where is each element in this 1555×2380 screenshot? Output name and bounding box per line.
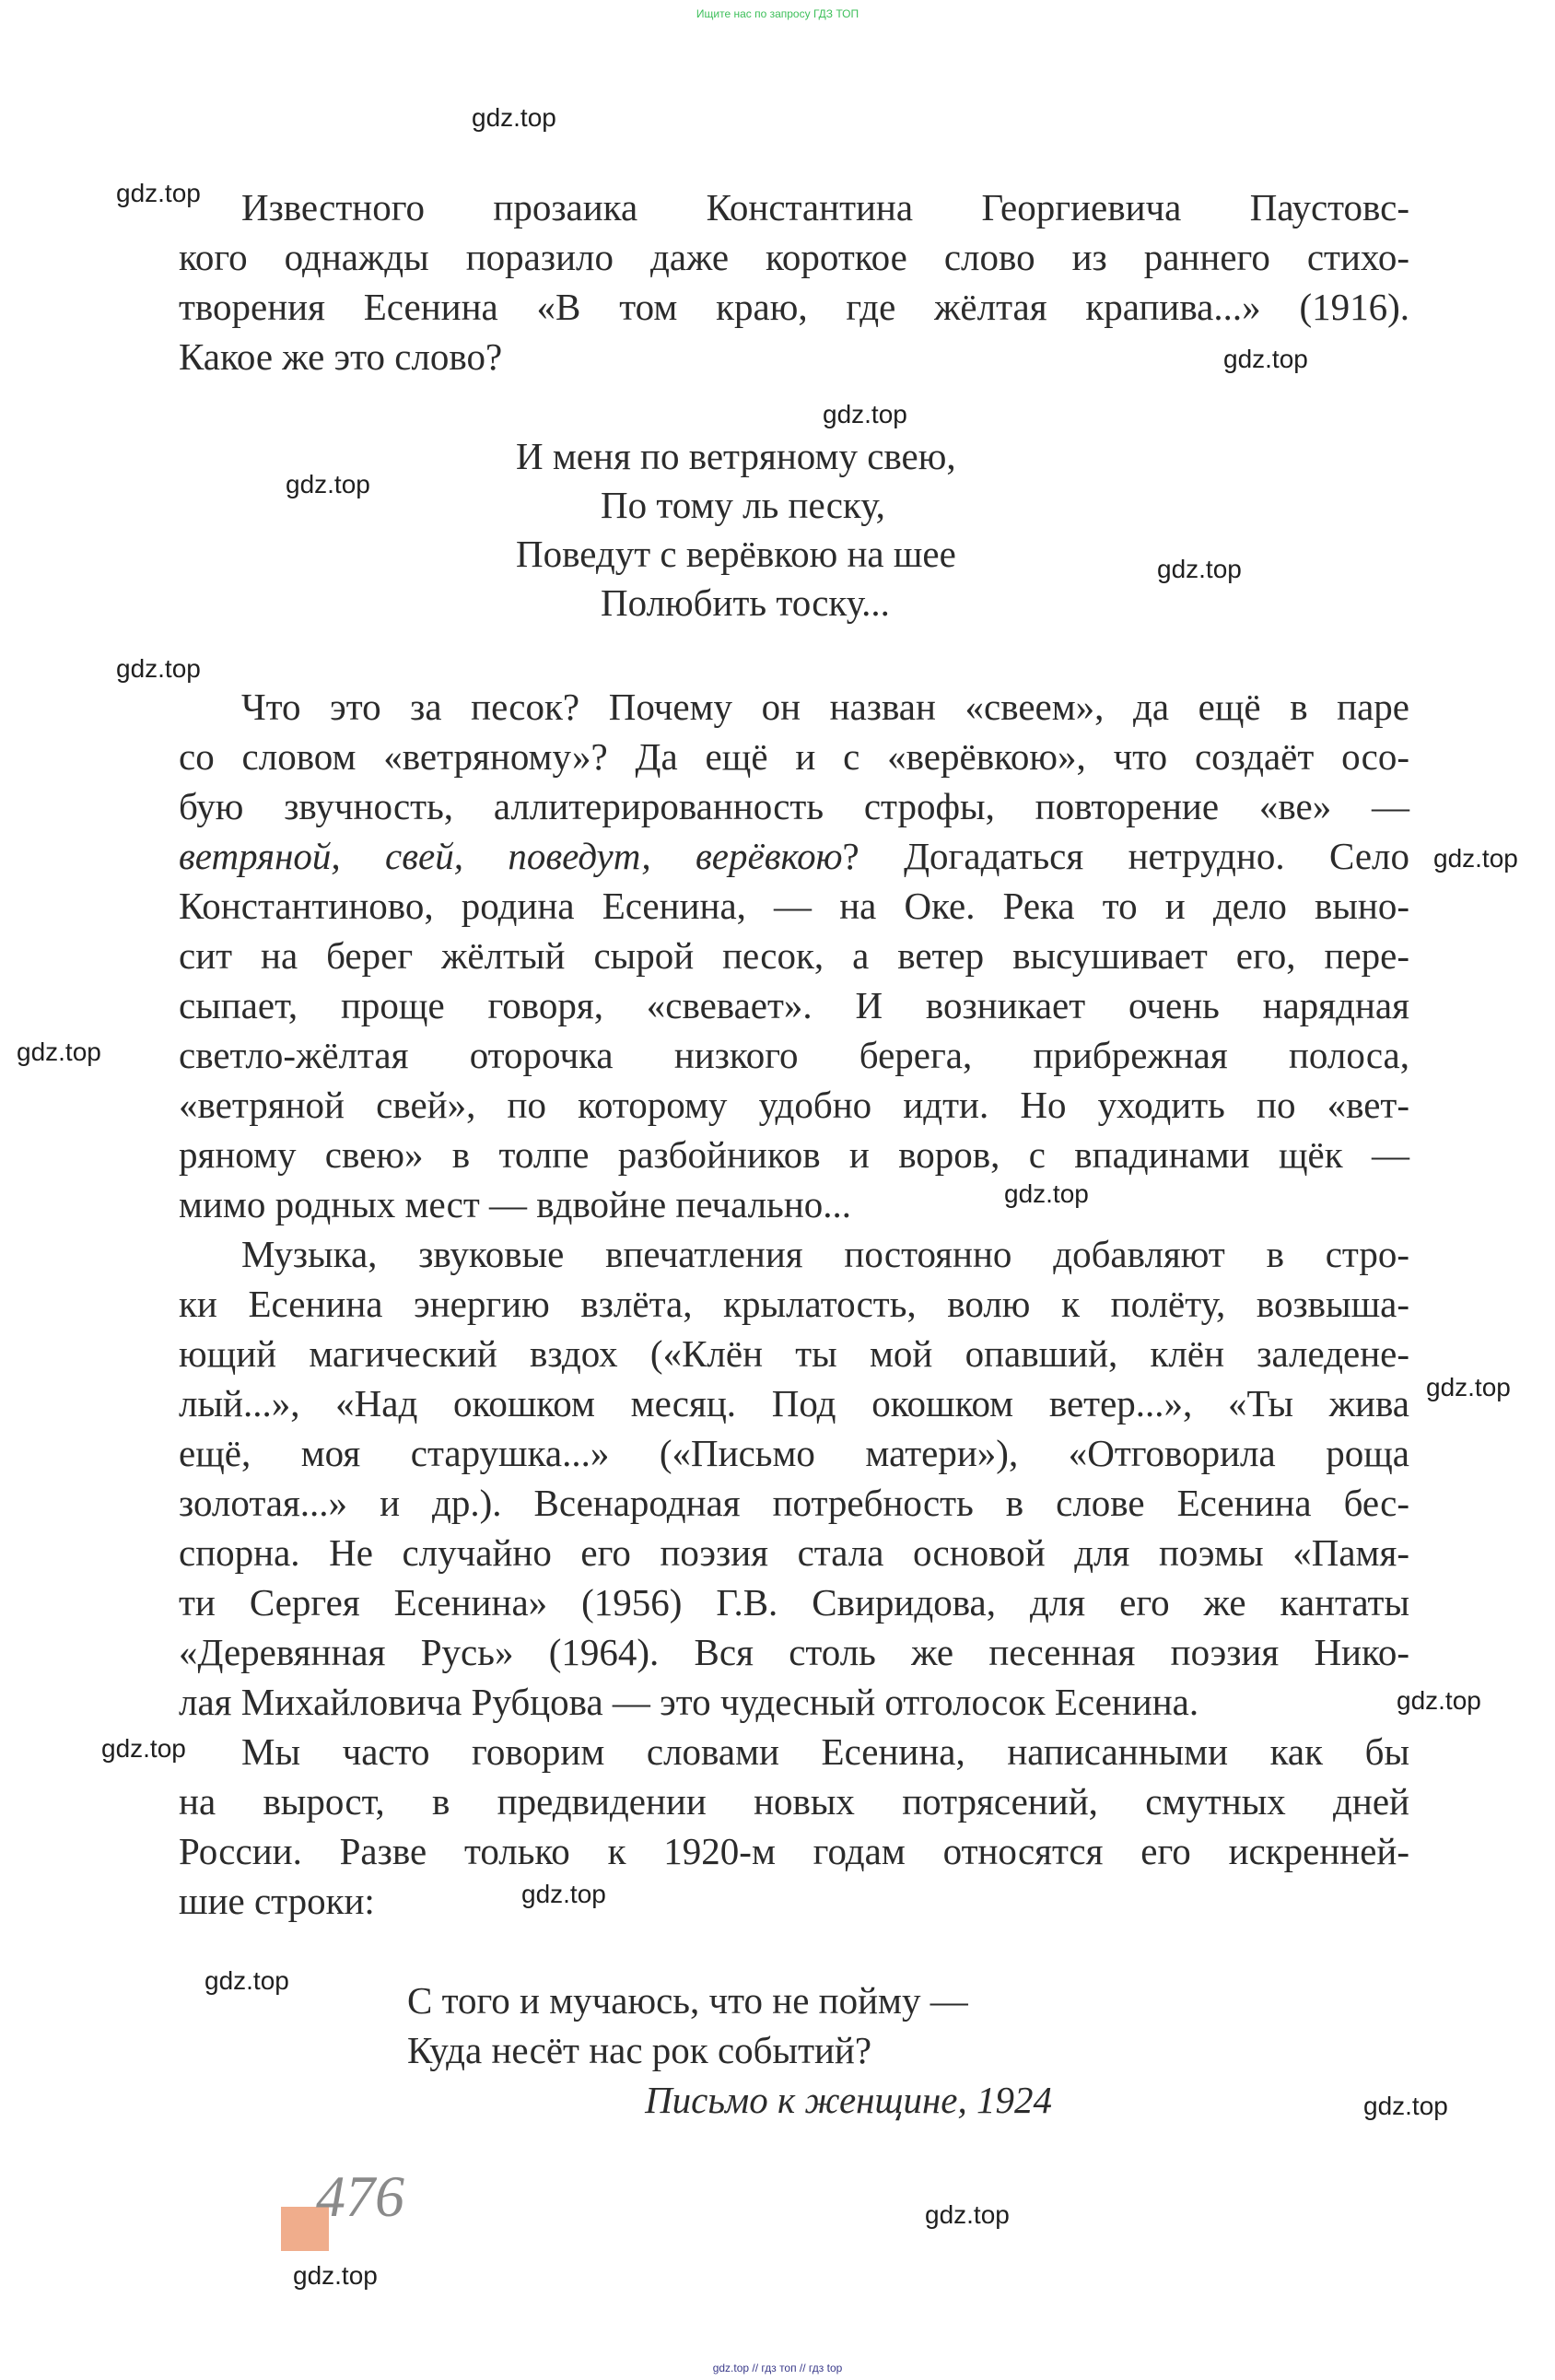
paragraph1-line3: творения Есенина «В том краю, где жёлтая крапива...» (1916).: [179, 286, 1409, 328]
watermark: gdz.top: [823, 400, 907, 428]
paragraph4-line1: Мы часто говорим словами Есенина, написанными как бы: [241, 1730, 1409, 1773]
watermark: gdz.top: [1004, 1179, 1089, 1208]
paragraph4-line3: России. Разве только к 1920-м годам относятся его искренней-: [179, 1830, 1409, 1872]
watermark: gdz.top: [101, 1734, 186, 1763]
paragraph2-line4: [179, 831, 1409, 881]
paragraph3-line8: ти Сергея Есенина» (1956) Г.В. Свиридова, для его же кантаты: [179, 1581, 1409, 1624]
watermark: gdz.top: [17, 1038, 101, 1066]
verse2-source: Письмо к женщине, 1924: [645, 2079, 1052, 2121]
paragraph2-line1: Что это за песок? Почему он назван «свеем», да ещё в паре: [241, 686, 1409, 728]
paragraph3-line10: лая Михайловича Рубцова — это чудесный отголосок Есенина.: [179, 1681, 1199, 1723]
paragraph2-line7: сыпает, проще говоря, «свевает». И возникает очень нарядная: [179, 984, 1409, 1026]
watermark: gdz.top: [472, 103, 556, 132]
watermark: gdz.top: [1433, 844, 1518, 873]
paragraph3-line3: ющий магический вздох («Клён ты мой опавший, клён заледене-: [179, 1332, 1409, 1375]
watermark: gdz.top: [1363, 2092, 1448, 2120]
verse1-line2: По тому ль песку,: [601, 484, 885, 526]
watermark: gdz.top: [1397, 1686, 1481, 1715]
verse2-line2: Куда несёт нас рок событий?: [407, 2029, 872, 2071]
watermark: gdz.top: [1426, 1373, 1511, 1401]
paragraph2-line3: бую звучность, аллитерированность строфы, повторение «ве» —: [179, 785, 1409, 827]
footer-note: gdz.top // гдз топ // гдз top: [712, 2362, 843, 2374]
header-note: Ищите нас по запросу ГДЗ ТОП: [696, 7, 859, 20]
paragraph4-line4: шие строки:: [179, 1880, 375, 1922]
watermark: gdz.top: [1157, 555, 1242, 583]
verse1-line4: Полюбить тоску...: [601, 581, 890, 624]
paragraph1-line1: Известного прозаика Константина Георгиевича Паустовс-: [241, 186, 1409, 229]
paragraph3-line2: ки Есенина энергию взлёта, крылатость, волю к полёту, возвыша-: [179, 1283, 1409, 1325]
watermark: gdz.top: [521, 1880, 606, 1908]
page-number: 476: [316, 2163, 404, 2229]
watermark: gdz.top: [286, 470, 370, 498]
paragraph2-line2: со словом «ветряному»? Да ещё и с «верёвкою», что создаёт осо-: [179, 735, 1409, 778]
paragraph2-line11: мимо родных мест — вдвойне печально...: [179, 1183, 852, 1225]
paragraph2-line9: «ветряной свей», по которому удобно идти. Но уходить по «вет-: [179, 1084, 1409, 1126]
verse1-line1: И меня по ветряному свею,: [516, 435, 956, 477]
paragraph2-line5: Константиново, родина Есенина, — на Оке. Река то и дело выно-: [179, 885, 1409, 927]
italic-words: ветряной, свей, поведут, верёвкою: [179, 835, 843, 877]
verse2-line1: С того и мучаюсь, что не пойму —: [407, 1979, 968, 2022]
paragraph3-line4: лый...», «Над окошком месяц. Под окошком ветер...», «Ты жива: [179, 1382, 1409, 1424]
paragraph2-line4-rest: ? Догадаться нетрудно. Село: [842, 835, 1409, 877]
watermark: gdz.top: [1223, 345, 1308, 373]
paragraph1-line4: Какое же это слово?: [179, 335, 503, 378]
watermark: gdz.top: [116, 654, 201, 683]
paragraph2-line8: светло-жёлтая оторочка низкого берега, прибрежная полоса,: [179, 1034, 1409, 1076]
watermark: gdz.top: [205, 1966, 289, 1995]
paragraph3-line6: золотая...» и др.). Всенародная потребность в слове Есенина бес-: [179, 1482, 1409, 1524]
watermark: gdz.top: [293, 2261, 378, 2290]
paragraph3-line5: ещё, моя старушка...» («Письмо матери»), «Отговорила роща: [179, 1432, 1409, 1474]
paragraph4-line2: на вырост, в предвидении новых потрясений, смутных дней: [179, 1780, 1409, 1823]
watermark: gdz.top: [925, 2200, 1010, 2229]
verse1-line3: Поведут с верёвкою на шее: [516, 533, 956, 575]
paragraph3-line7: спорна. Не случайно его поэзия стала основой для поэмы «Памя-: [179, 1531, 1409, 1574]
watermark: gdz.top: [116, 179, 201, 207]
paragraph3-line1: Музыка, звуковые впечатления постоянно добавляют в стро-: [241, 1233, 1409, 1275]
paragraph1-line2: кого однажды поразило даже короткое слово из раннего стихо-: [179, 236, 1409, 278]
paragraph2-line10: ряному свею» в толпе разбойников и воров, с впадинами щёк —: [179, 1133, 1409, 1176]
paragraph2-line6: сит на берег жёлтый сырой песок, а ветер высушивает его, пере-: [179, 934, 1409, 977]
paragraph3-line9: «Деревянная Русь» (1964). Вся столь же песенная поэзия Нико-: [179, 1631, 1409, 1673]
